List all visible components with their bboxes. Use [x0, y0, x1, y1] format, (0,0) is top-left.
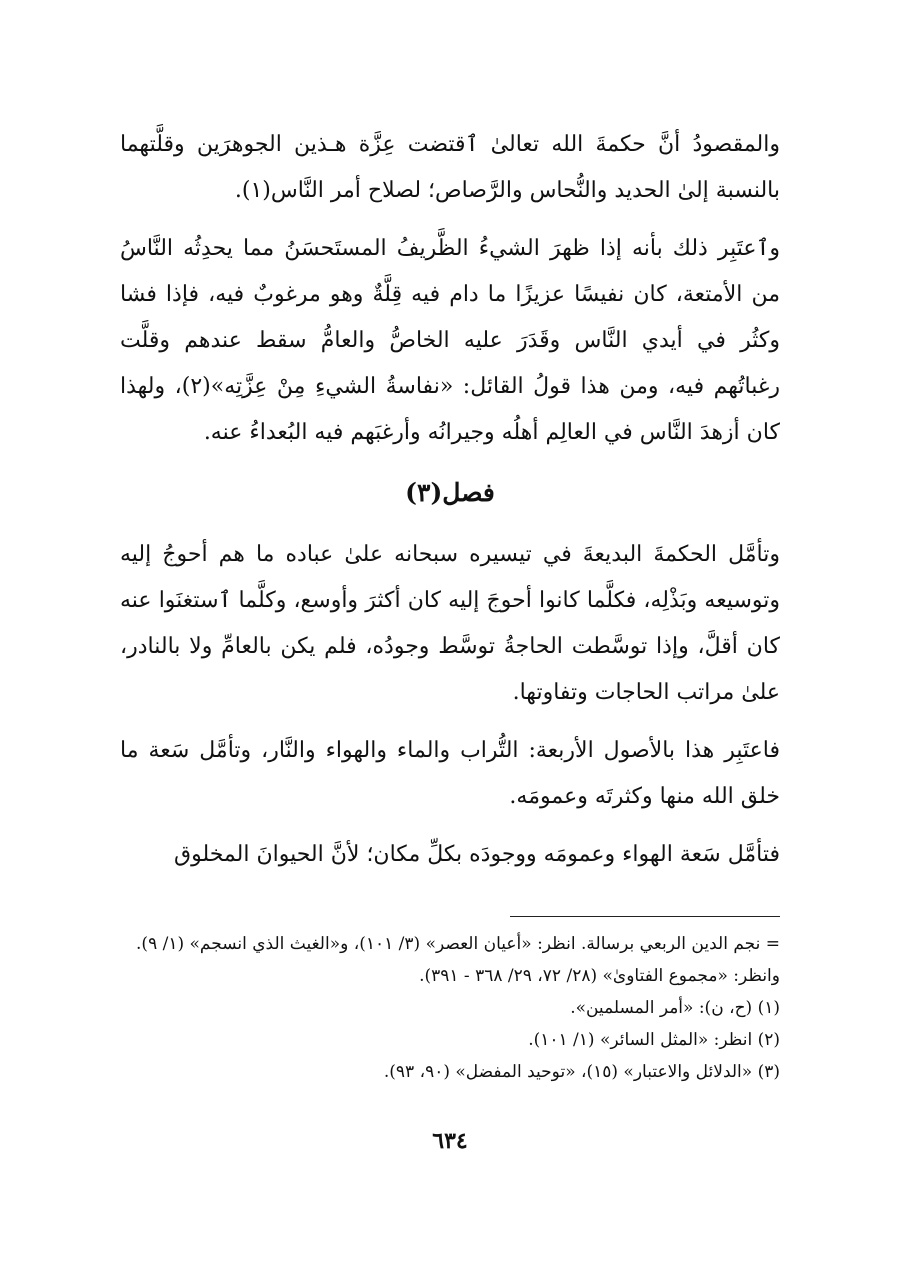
- paragraph-5: فتأمَّل سَعة الهواء وعمومَه ووجودَه بكلِّ مكان؛ لأنَّ الحيوانَ المخلوق: [174, 842, 780, 867]
- footnote-3: (٣) «الدلائل والاعتبار» (١٥)، «توحيد المفضل» (٩٠، ٩٣).: [383, 1062, 780, 1082]
- section-heading: فصل(٣): [405, 478, 495, 507]
- footnote-1: (١) (ح، ن): «أمر المسلمين».: [570, 998, 780, 1018]
- page-number: ٦٣٤: [432, 1128, 468, 1154]
- footnotes: [120, 928, 780, 1088]
- paragraph-3: وتأمَّل الحكمةَ البديعةَ في تيسيره سبحانه علىٰ عباده ما هم أحوجُ إليه وتوسيعه وبَذْلِه، فكلَّما كانوا أحوجَ إليه كان أكثرَ وأوسع، وكلَّما ٱستغنَوا عنه كان أقلَّ، وإذا توسَّطت الحاجةُ توسَّط وجودُه، فلم يكن بالعامِّ ولا بالنادر، علىٰ مراتب الحاجات وتفاوتها.: [120, 542, 780, 705]
- paragraph-1: والمقصودُ أنَّ حكمةَ الله تعالىٰ ٱقتضت عِزَّة هـذين الجوهرَين وقلَّتهما بالنسبة إلىٰ الحديد والنُّحاس والرَّصاص؛ لصلاح أمر النَّاس(١).: [120, 132, 780, 203]
- footnote-continuation: = نجم الدين الربعي برسالة. انظر: «أعيان العصر» (٣/ ١٠١)، و«الغيث الذي انسجم» (١/ ٩). وانظر: «مجموع الفتاوىٰ» (٢٨/ ٧٢، ٢٩/ ٣٦٨ - ٣٩١).: [136, 934, 780, 986]
- paragraph-2: وٱعتَبِر ذلك بأنه إذا ظهرَ الشيءُ الظَّريفُ المستَحسَنُ مما يحدِثُه النَّاسُ من الأمتعة، كان نفيسًا عزيزًا ما دام فيه قِلَّةٌ وهو مرغوبٌ فيه، فإذا فشا وكثُر في أيدي النَّاس وقَدَرَ عليه الخاصُّ والعامُّ سقط عندهم وقلَّت رغباتُهم فيه، ومن هذا قولُ القائل: «نفاسةُ الشيءِ مِنْ عِزَّتِه»(٢)، ولهذا كان أزهدَ النَّاس في العالِم أهلُه وجيرانُه وأرغبَهم فيه البُعداءُ عنه.: [120, 236, 780, 445]
- main-text-body: [120, 122, 780, 890]
- paragraph-4: فاعتَبِر هذا بالأصول الأربعة: التُّراب والماء والهواء والنَّار، وتأمَّل سَعة ما خلق الله منها وكثرتَه وعمومَه.: [120, 738, 780, 809]
- footnote-divider: [510, 916, 780, 917]
- footnote-2: (٢) انظر: «المثل السائر» (١/ ١٠١).: [528, 1030, 780, 1050]
